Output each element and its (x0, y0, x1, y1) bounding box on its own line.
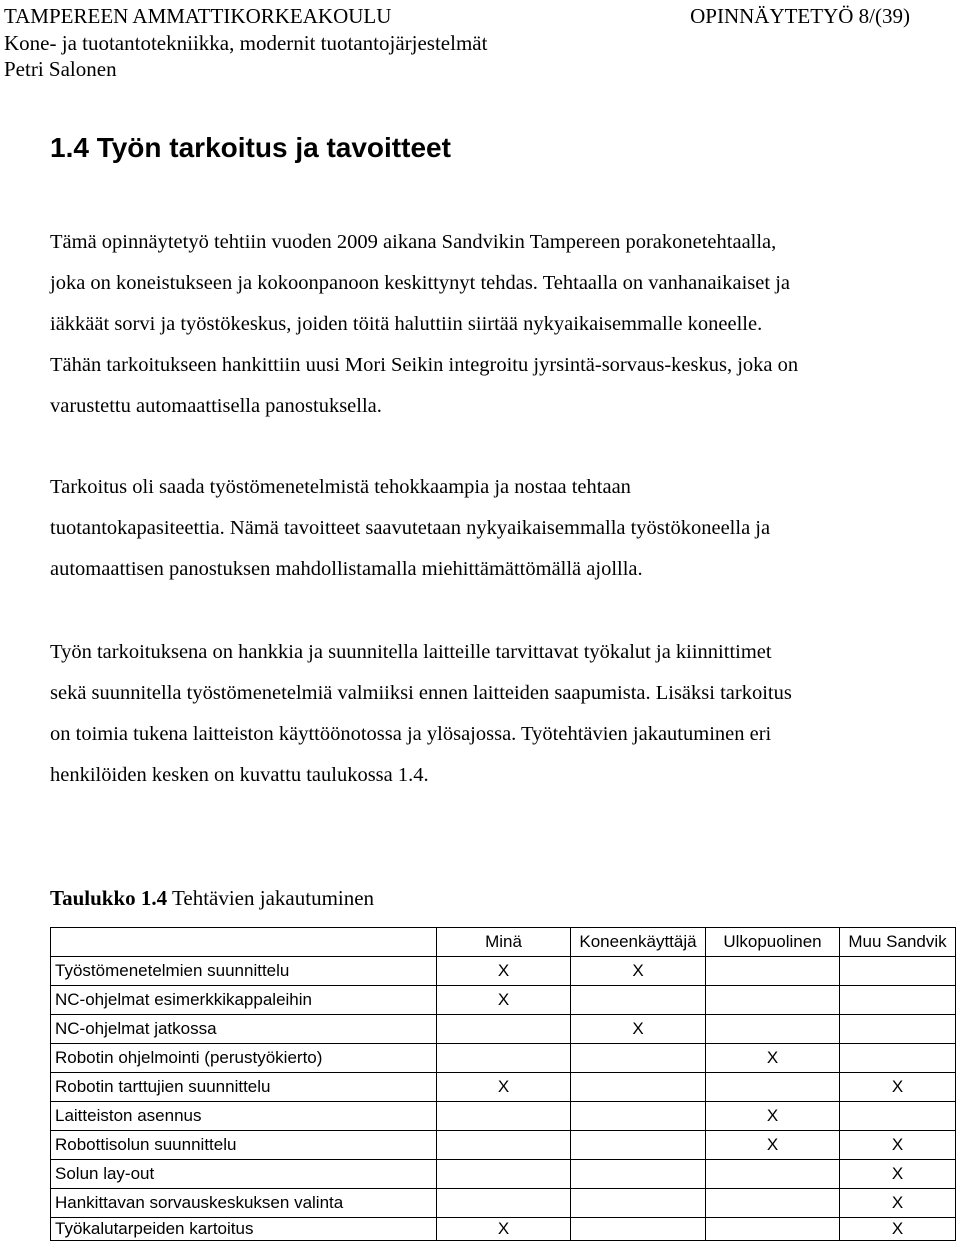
paragraph-line: joka on koneistukseen ja kokoonpanoon keskittynyt tehdas. Tehtaalla on vanhanaikaiset ja (50, 272, 790, 294)
mark-cell (706, 1160, 840, 1189)
table-row (51, 1102, 956, 1131)
mark-cell (840, 986, 956, 1015)
table-row (51, 1073, 956, 1102)
mark-cell (706, 1015, 840, 1044)
mark-cell (840, 957, 956, 986)
mark-cell: X (571, 1015, 706, 1044)
mark-cell (571, 1189, 706, 1218)
mark-cell: X (840, 1160, 956, 1189)
paragraph-line: henkilöiden kesken on kuvattu taulukossa 1.4. (50, 764, 429, 786)
table-caption (50, 884, 374, 912)
mark-cell: X (840, 1131, 956, 1160)
task-cell: Robotin tarttujien suunnittelu (51, 1073, 437, 1102)
task-cell: Laitteiston asennus (51, 1102, 437, 1131)
section-title: 1.4 Työn tarkoitus ja tavoitteet (50, 132, 451, 163)
mark-cell (706, 986, 840, 1015)
column-header: Ulkopuolinen (706, 928, 840, 957)
mark-cell (571, 1160, 706, 1189)
mark-cell: X (437, 957, 571, 986)
mark-cell (706, 957, 840, 986)
table-caption-label: Taulukko 1.4 (50, 886, 168, 910)
mark-cell (706, 1073, 840, 1102)
table-row (51, 1189, 956, 1218)
table-caption-text: Tehtävien jakautuminen (167, 886, 375, 910)
mark-cell: X (437, 1073, 571, 1102)
paragraph-line: iäkkäät sorvi ja työstökeskus, joiden töitä haluttiin siirtää nykyaikaisemmalle koneelle. (50, 313, 763, 335)
mark-cell (840, 1102, 956, 1131)
table-row (51, 1218, 956, 1241)
column-header: Minä (437, 928, 571, 957)
paragraph-2 (50, 467, 930, 590)
paragraph-line: automaattisen panostuksen mahdollistamalla miehittämättömällä ajollla. (50, 558, 643, 580)
column-header (51, 928, 437, 957)
task-cell: Työkalutarpeiden kartoitus (51, 1218, 437, 1241)
mark-cell (706, 1218, 840, 1241)
mark-cell (571, 1102, 706, 1131)
task-cell: NC-ohjelmat jatkossa (51, 1015, 437, 1044)
task-cell: Robotin ohjelmointi (perustyökierto) (51, 1044, 437, 1073)
paragraph-line: tuotantokapasiteettia. Nämä tavoitteet saavutetaan nykyaikaisemmalla työstökoneella ja (50, 517, 771, 539)
paragraph-1 (50, 222, 930, 427)
paragraph-line: sekä suunnitella työstömenetelmiä valmiiksi ennen laitteiden saapumista. Lisäksi tarkoitus (50, 682, 792, 704)
mark-cell (437, 1189, 571, 1218)
table-row (51, 1015, 956, 1044)
paragraph-line: Tähän tarkoitukseen hankittiin uusi Mori Seikin integroitu jyrsintä-sorvaus-keskus, joka on (50, 354, 799, 376)
paragraph-line: Tämä opinnäytetyö tehtiin vuoden 2009 aikana Sandvikin Tampereen porakonetehtaalla, (50, 231, 777, 253)
mark-cell: X (840, 1073, 956, 1102)
task-cell: Hankittavan sorvauskeskuksen valinta (51, 1189, 437, 1218)
mark-cell (571, 1073, 706, 1102)
paragraph-3 (50, 632, 930, 796)
table-row (51, 1131, 956, 1160)
mark-cell (571, 986, 706, 1015)
task-cell: NC-ohjelmat esimerkkikappaleihin (51, 986, 437, 1015)
mark-cell (840, 1015, 956, 1044)
table-row (51, 1160, 956, 1189)
mark-cell (437, 1131, 571, 1160)
mark-cell (437, 1044, 571, 1073)
header-institution: TAMPEREEN AMMATTIKORKEAKOULU (4, 4, 392, 28)
mark-cell (571, 1044, 706, 1073)
table-row (51, 957, 956, 986)
table-row (51, 986, 956, 1015)
mark-cell (706, 1189, 840, 1218)
column-header: Koneenkäyttäjä (571, 928, 706, 957)
table-header-row (51, 928, 956, 957)
table-row (51, 1044, 956, 1073)
mark-cell: X (437, 1218, 571, 1241)
mark-cell (437, 1102, 571, 1131)
header-author: Petri Salonen (4, 57, 117, 81)
mark-cell (571, 1131, 706, 1160)
paragraph-line: Tarkoitus oli saada työstömenetelmistä tehokkaampia ja nostaa tehtaan (50, 476, 631, 498)
paragraph-line: Työn tarkoituksena on hankkia ja suunnitella laitteille tarvittavat työkalut ja kiinnittimet (50, 641, 772, 663)
mark-cell (840, 1044, 956, 1073)
paragraph-line: on toimia tukena laitteiston käyttöönotossa ja ylösajossa. Työtehtävien jakautuminen eri (50, 723, 772, 745)
paragraph-line: varustettu automaattisella panostuksella. (50, 395, 382, 417)
mark-cell (437, 1160, 571, 1189)
mark-cell (571, 1218, 706, 1241)
mark-cell: X (706, 1044, 840, 1073)
header-program: Kone- ja tuotantotekniikka, modernit tuotantojärjestelmät (4, 31, 488, 55)
mark-cell (437, 1015, 571, 1044)
mark-cell: X (840, 1218, 956, 1241)
task-distribution-table (50, 927, 956, 1241)
task-cell: Robottisolun suunnittelu (51, 1131, 437, 1160)
task-cell: Työstömenetelmien suunnittelu (51, 957, 437, 986)
mark-cell: X (437, 986, 571, 1015)
mark-cell: X (840, 1189, 956, 1218)
mark-cell: X (706, 1131, 840, 1160)
mark-cell: X (571, 957, 706, 986)
task-cell: Solun lay-out (51, 1160, 437, 1189)
column-header: Muu Sandvik (840, 928, 956, 957)
mark-cell: X (706, 1102, 840, 1131)
header-doc-type-page: OPINNÄYTETYÖ 8/(39) (690, 4, 910, 28)
